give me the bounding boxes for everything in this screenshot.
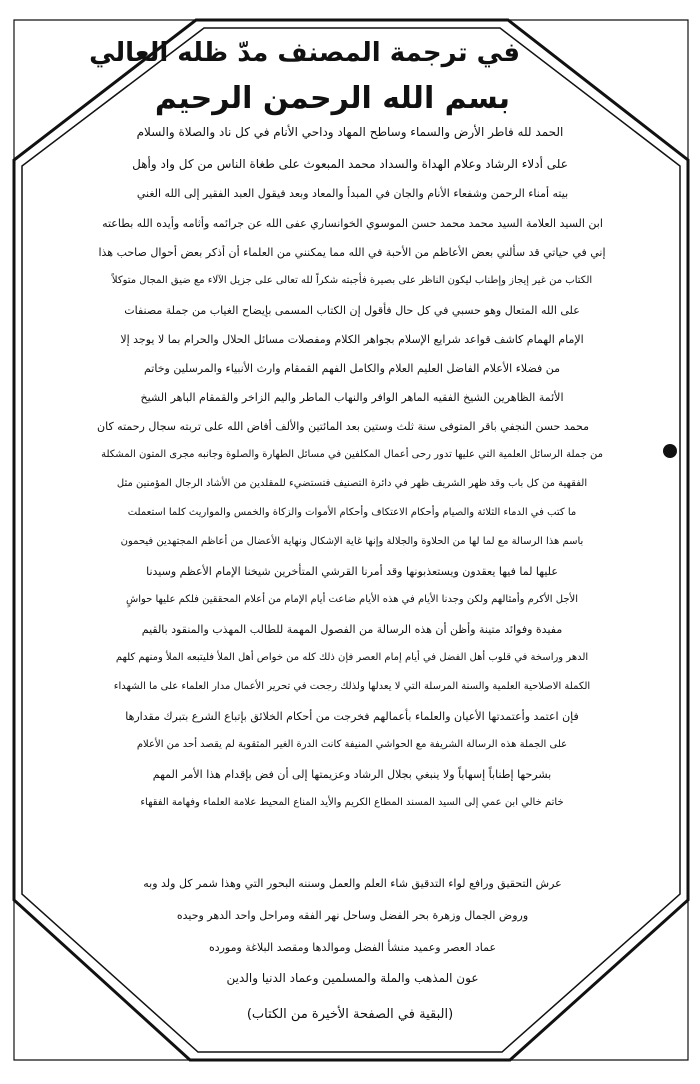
text-line: الأئمة الظاهرين الشيخ الفقيه الماهر الوافر والنهاب الماطر واليم الزاخر والقمقام الباهر الشيخ: [140, 391, 564, 404]
text-line: من جملة الرسائل العلمية التي عليها تدور رحى أعمال المكلفين في مسائل الطهارة والصلوة وجانبه مجرى المتون المشكلة: [101, 449, 603, 460]
text-line: على أدلاء الرشاد وعلام الهداة والسداد محمد المبعوث على طغاة الناس من كل واد وأهل: [132, 157, 568, 171]
text-line: الدهر وراسخة في قلوب أهل الفضل في أيام إمام العصر فإن ذلك كله من خواص أهل الملأ فليتبعه الملأ ومنهم كلهم: [115, 652, 589, 663]
heading-basmala: بسم الله الرحمن الرحيم: [154, 81, 510, 116]
footer-note: (البقية في الصفحة الأخيرة من الكتاب): [246, 1007, 454, 1022]
text-line: الأجل الأكرم وأمثالهم ولكن وجدنا الأيام في هذه الأيام ضاعت أيام الإمام من أعلام المحققين فلكم عليها حواشٍ: [126, 594, 578, 605]
text-line: وروض الجمال وزهرة بحر الفضل وساحل نهر الفقه ومراحل واحد الدهر وحيده: [176, 909, 529, 922]
text-line: الإمام الهمام كاشف قواعد شرايع الإسلام بجواهر الكلام ومفصلات مسائل الحلال والحرام بما لا يوجد إلا: [120, 333, 584, 346]
text-line: إني في حياتي قد سألني بعض الأعاظم من الأحبة في الله مما يمكنني من العلماء أن أذكر بعض أحوال صاحب هذا: [98, 246, 606, 259]
text-line: الفقهية من كل باب وقد ظهر الشريف ظهر في دائرة التصنيف فتستضيء للمقلدين من الأشاد الرجال المؤمنين مثل: [116, 478, 588, 489]
text-line: محمد حسن النجفي باقر المتوفى سنة ثلث وستين بعد المائتين والألف أفاض الله على تربته سجال رحمته كان: [97, 420, 589, 433]
text-line: عليها لما فيها يعقدون ويستعذبونها وقد أمرنا القرشي المتأخرين شيخنا الإمام الأعظم وسيدنا: [146, 565, 558, 578]
text-line: على الجملة هذه الرسالة الشريفة مع الحواشي المنيفة كانت الدرة الغير المثقوبة لم يقصد أحد من الأعلام: [136, 739, 568, 750]
text-line: عون المذهب والملة والمسلمين وعماد الدنيا والدين: [226, 971, 479, 985]
heading-title: في ترجمة المصنف مدّ ظله العالي: [89, 38, 520, 68]
text-line: الكتاب من غير إيجاز وإطناب ليكون الناظر على بصيرة فأجبته شكراً لله تعالى على جزيل الآلاء مع ضيق المجال متوكلاً: [111, 275, 593, 286]
text-line: الكملة الاصلاحية العلمية والسنة المرسلة التي لا يعدلها ولذلك رجحت في تحرير الأعمال مدار العلماء على ما الشهداء: [113, 681, 591, 692]
text-line: بيته أمناء الرحمن وشفعاء الأنام والجان في المبدأ والمعاد وبعد فيقول العبد الفقير إلى الله الغني: [136, 187, 569, 200]
text-line: عرش التحقيق ورافع لواء التدقيق شاء العلم والعمل وسننه البحور التي وهذا شمر كل ولد وبه: [143, 877, 562, 890]
text-line: مفيدة وفوائد متينة وأظن أن هذه الرسالة من الفصول المهمة للطالب المهذب والمنقود بالقيم: [141, 623, 563, 636]
text-line: ما كتب في الدماء الثلاثة والصيام وأحكام الاعتكاف وأحكام الأموات والزكاة والخمس والمواريث كلما استعملت: [127, 507, 577, 518]
text-line: من فضلاء الأعلام الفاضل العليم العلام والكامل الفهم القمقام وارث الأنبياء والمرسلين وخاتم: [143, 362, 561, 375]
text-line: خاتم خالي ابن عمي إلى السيد المسند المطاع الكريم والأيد المناع المحيط علامة العلماء وفهامة الفقهاء: [140, 797, 564, 808]
text-line: باسم هذا الرسالة مع لما لها من الحلاوة والجلالة وإنها غاية الإشكال ونهاية الأعضال من أعاظم المجتهدين فيحمون: [120, 536, 584, 547]
text-line: على الله المتعال وهو حسبي في كل حال فأقول إن الكتاب المسمى بإيضاح الغياب من جملة مصنفات: [124, 304, 580, 317]
text-line: عماد العصر وعميد منشأ الفضل وموالدها ومقصد البلاغة ومورده: [208, 941, 497, 954]
text-line: ابن السيد العلامة السيد محمد محمد حسن الموسوي الخوانساري عفى الله عن جرائمه وأثامه وأيده الله بطاعته: [102, 217, 603, 230]
text-line: الحمد لله فاطر الأرض والسماء وساطح المهاد وداحي الأنام في كل ناد والصلاة والسلام: [136, 125, 564, 139]
text-line: فإن اعتمد وأعتمدتها الأعيان والعلماء بأعمالهم فخرجت من أحكام الخلائق بإتباع الشرع بتبرك مقدارها: [125, 710, 579, 723]
text-line: بشرحها إطناباً إسهاباً ولا ينبغي بجلال الرشاد وعزيمتها إلى أن فض بإقدام هذا الأمر المهم: [152, 768, 552, 781]
